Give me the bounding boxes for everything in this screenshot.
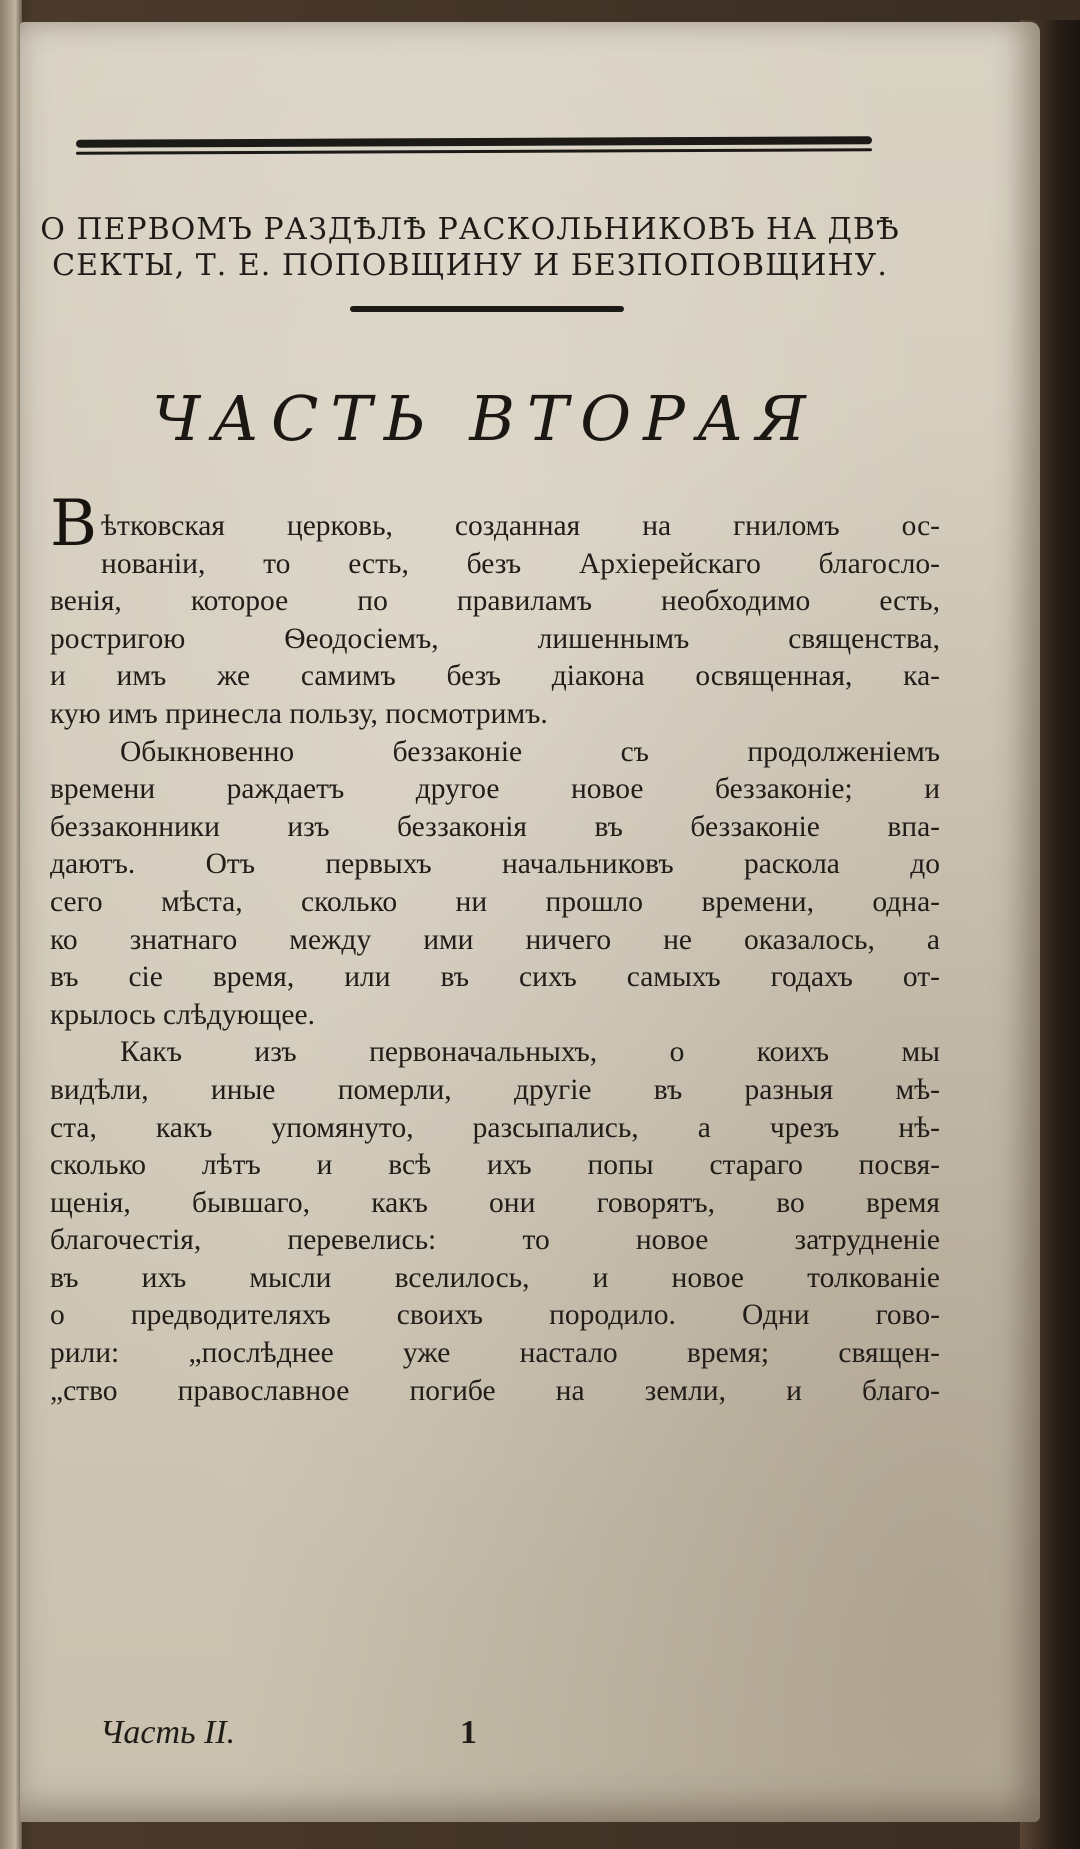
previous-page-edge	[0, 0, 22, 1849]
text-line: щенія, бывшаго, какъ они говорятъ, во время	[50, 1186, 940, 1219]
text-line: кую имъ принесла пользу, посмотримъ.	[50, 697, 548, 730]
text-line: ста, какъ упомянуто, разсыпались, а чрезъ нѣ-	[50, 1111, 940, 1144]
part-title: ЧАСТЬ ВТОРАЯ	[152, 382, 818, 455]
signature-mark: 1	[460, 1714, 477, 1751]
footer-part-label: Часть II.	[100, 1714, 236, 1751]
body-text	[50, 487, 940, 1410]
text-line: въ ихъ мысли вселилось, и новое толкованіе	[50, 1261, 940, 1294]
text-line: ростригою Ѳеодосіемъ, лишеннымъ священства,	[50, 622, 940, 655]
middle-rule	[350, 306, 624, 312]
text-line: „ство православное погибе на земли, и благо-	[50, 1374, 940, 1407]
text-line: нованіи, то есть, безъ Архіерейскаго благосло-	[101, 547, 940, 580]
text-line: Какъ изъ первоначальныхъ, о коихъ мы	[120, 1036, 940, 1069]
text-line: даютъ. Отъ первыхъ начальниковъ раскола до	[50, 848, 940, 881]
section-heading-line-1: О ПЕРВОМЪ РАЗДѢЛѢ РАСКОЛЬНИКОВЪ НА ДВѢ	[40, 212, 900, 247]
text-line: венія, которое по правиламъ необходимо есть,	[50, 585, 940, 618]
text-line: и имъ же самимъ безъ діакона освященная, ка-	[50, 660, 940, 693]
text-line: ко знатнаго между ими ничего не оказалось, а	[50, 923, 940, 956]
text-line: въ сіе время, или въ сихъ самыхъ годахъ от-	[50, 961, 940, 994]
text-line: благочестія, перевелись: то новое затрудненіе	[50, 1224, 940, 1257]
top-rule	[76, 136, 872, 147]
text-line: о предводителяхъ своихъ породило. Одни гово-	[50, 1299, 940, 1332]
text-line: сего мѣста, сколько ни прошло времени, одна-	[50, 885, 940, 918]
text-line: времени раждаетъ другое новое беззаконіе; и	[50, 773, 940, 806]
book-page	[20, 22, 1040, 1822]
text-line: беззаконники изъ беззаконія въ беззаконіе впа-	[50, 810, 940, 843]
text-line: сколько лѣтъ и всѣ ихъ попы стараго посвя-	[50, 1149, 940, 1182]
text-line: рили: „послѣднее уже настало время; священ-	[50, 1337, 940, 1370]
text-line: ѣтковская церковь, созданная на гниломъ ос-	[101, 510, 940, 542]
section-heading-line-2: СЕКТЫ, Т. Е. ПОПОВЩИНУ И БЕЗПОПОВЩИНУ.	[52, 248, 888, 283]
text-line: Обыкновенно беззаконіе съ продолженіемъ	[120, 735, 940, 768]
text-line: крылось слѣдующее.	[50, 998, 315, 1031]
text-line: видѣли, иные померли, другіе въ разныя мѣ-	[50, 1073, 940, 1106]
top-rule-thin	[76, 148, 872, 154]
drop-cap: В	[50, 487, 98, 561]
